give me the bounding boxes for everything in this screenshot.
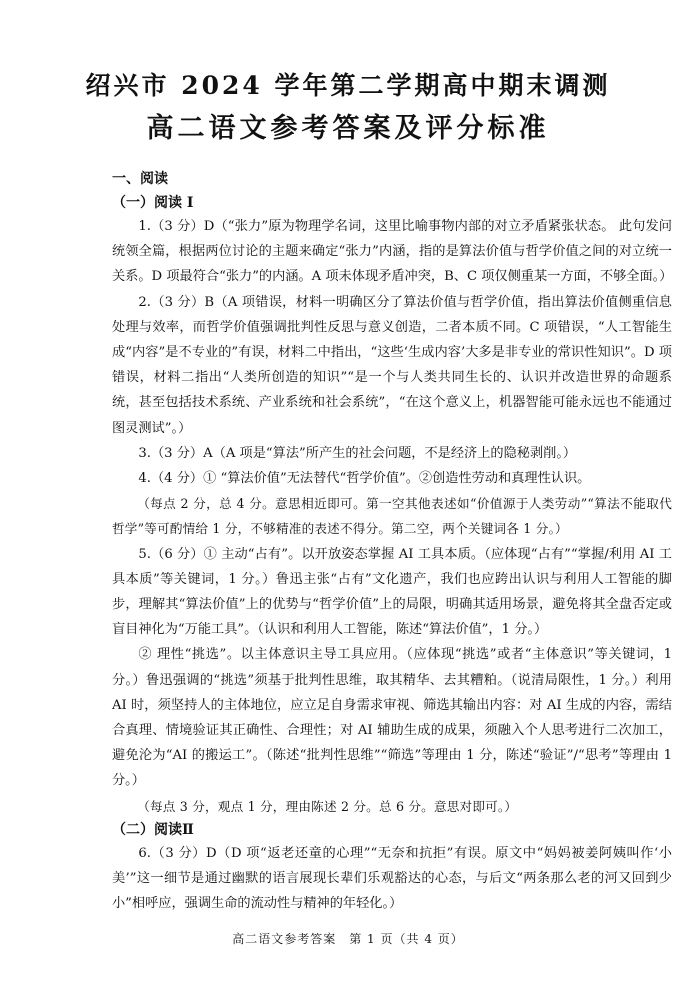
answer-q5-point2: ② 理性“挑选”。以主体意识主导工具应用。（应体现“挑选”或者“主体意识”等关键词，1 分。）鲁迅强调的“挑选”须基于批判性思维，取其精华、去其糟粕。（说清局限性，1 分。）利用 AI 时，须坚持人的主体地位，应立足自身需求审视、筛选其输出内容：对 AI 生成的内容，需结合真理、情境验证其正确性、合理性；对 AI 辅助生成的成果，须融入个人思考进行二次加工，避免沦为“AI 的搬运工”。（陈述“批判性思维”“筛选”等理由 1 分，陈述“验证”/“思考”等理由 1 分。） (112, 647, 672, 789)
scoring-note-q4: （每点 2 分，总 4 分。意思相近即可。第一空其他表述如“价值源于人类劳动”“算法不能取代哲学”等可酌情给 1 分，不够精准的表述不得分。第二空，两个关键词各 1 分。） (112, 496, 672, 537)
section-heading-reading: 一、阅读 (112, 171, 168, 187)
answer-body (112, 168, 672, 916)
answer-q4: 4.（4 分）① “算法价值”无法替代“哲学价值”。②创造性劳动和真理性认识。 (138, 471, 591, 487)
answer-q5-point1: 5.（6 分）① 主动“占有”。以开放姿态掌握 AI 工具本质。（应体现“占有”“掌握/利用 AI 工具本质”等关键词，1 分。）鲁迅主张“占有”文化遗产，我们也应跨出认识与利用人工智能的脚步，理解其“算法价值”上的优势与“哲学价值”上的局限，明确其适用场景，避免将其全盘否定或盲目神化为“万能工具”。（认识和利用人工智能，陈述“算法价值”，1 分。） (112, 546, 672, 638)
answer-q6: 6.（3 分）D（D 项“返老还童的心理”“无奈和抗拒”有误。原文中“妈妈被姜阿姨叫作‘小美’”这一细节是通过幽默的语言展现长辈们乐观豁达的心态，与后文“两条那么老的河又回到少小”相呼应，强调生命的流动性与精神的年轻化。） (112, 845, 672, 912)
answer-q1: 1.（3 分）D（“张力”原为物理学名词，这里比喻事物内部的对立矛盾紧张状态。 此句发问统领全篇，根据两位讨论的主题来确定“张力”内涵，指的是算法价值与哲学价值之间的对立统一关系。D 项最符合“张力”的内涵。A 项未体现矛盾冲突，B、C 项仅侧重某一方面，不够全面。） (112, 219, 673, 285)
page-title: 绍兴市 2024 学年第二学期高中期末调测 (85, 71, 611, 100)
answer-q2: 2.（3 分）B（A 项错误，材料一明确区分了算法价值与哲学价值，指出算法价值侧重信息处理与效率，而哲学价值强调批判性反思与意义创造，二者本质不同。C 项错误，“人工智能生成“内容”是不专业的”有误，材料二中指出，“这些‘生成内容’大多是非专业的常识性知识”。D 项错误，材料二指出“人类所创造的知识”“是一个与人类共同生长的、认识并改造世界的命题系统，甚至包括技术系统、产业系统和社会系统”，“在这个意义上，机器智能可能永远也不能通过图灵测试”。） (112, 294, 672, 436)
answer-q3: 3.（3 分）A（A 项是“算法”所产生的社会问题，不是经济上的隐秘剥削。） (138, 445, 577, 461)
page-footer: 高二语文参考答案 第 1 页（共 4 页） (232, 932, 464, 946)
subsection-heading-reading-1: （一）阅读 I (112, 195, 194, 211)
subsection-heading-reading-2: （二）阅读Ⅱ (112, 821, 194, 838)
scoring-note-q5: （每点 3 分，观点 1 分，理由陈述 2 分。总 6 分。意思对即可。） (137, 798, 518, 814)
page-subtitle: 高二语文参考答案及评分标准 (146, 113, 550, 144)
